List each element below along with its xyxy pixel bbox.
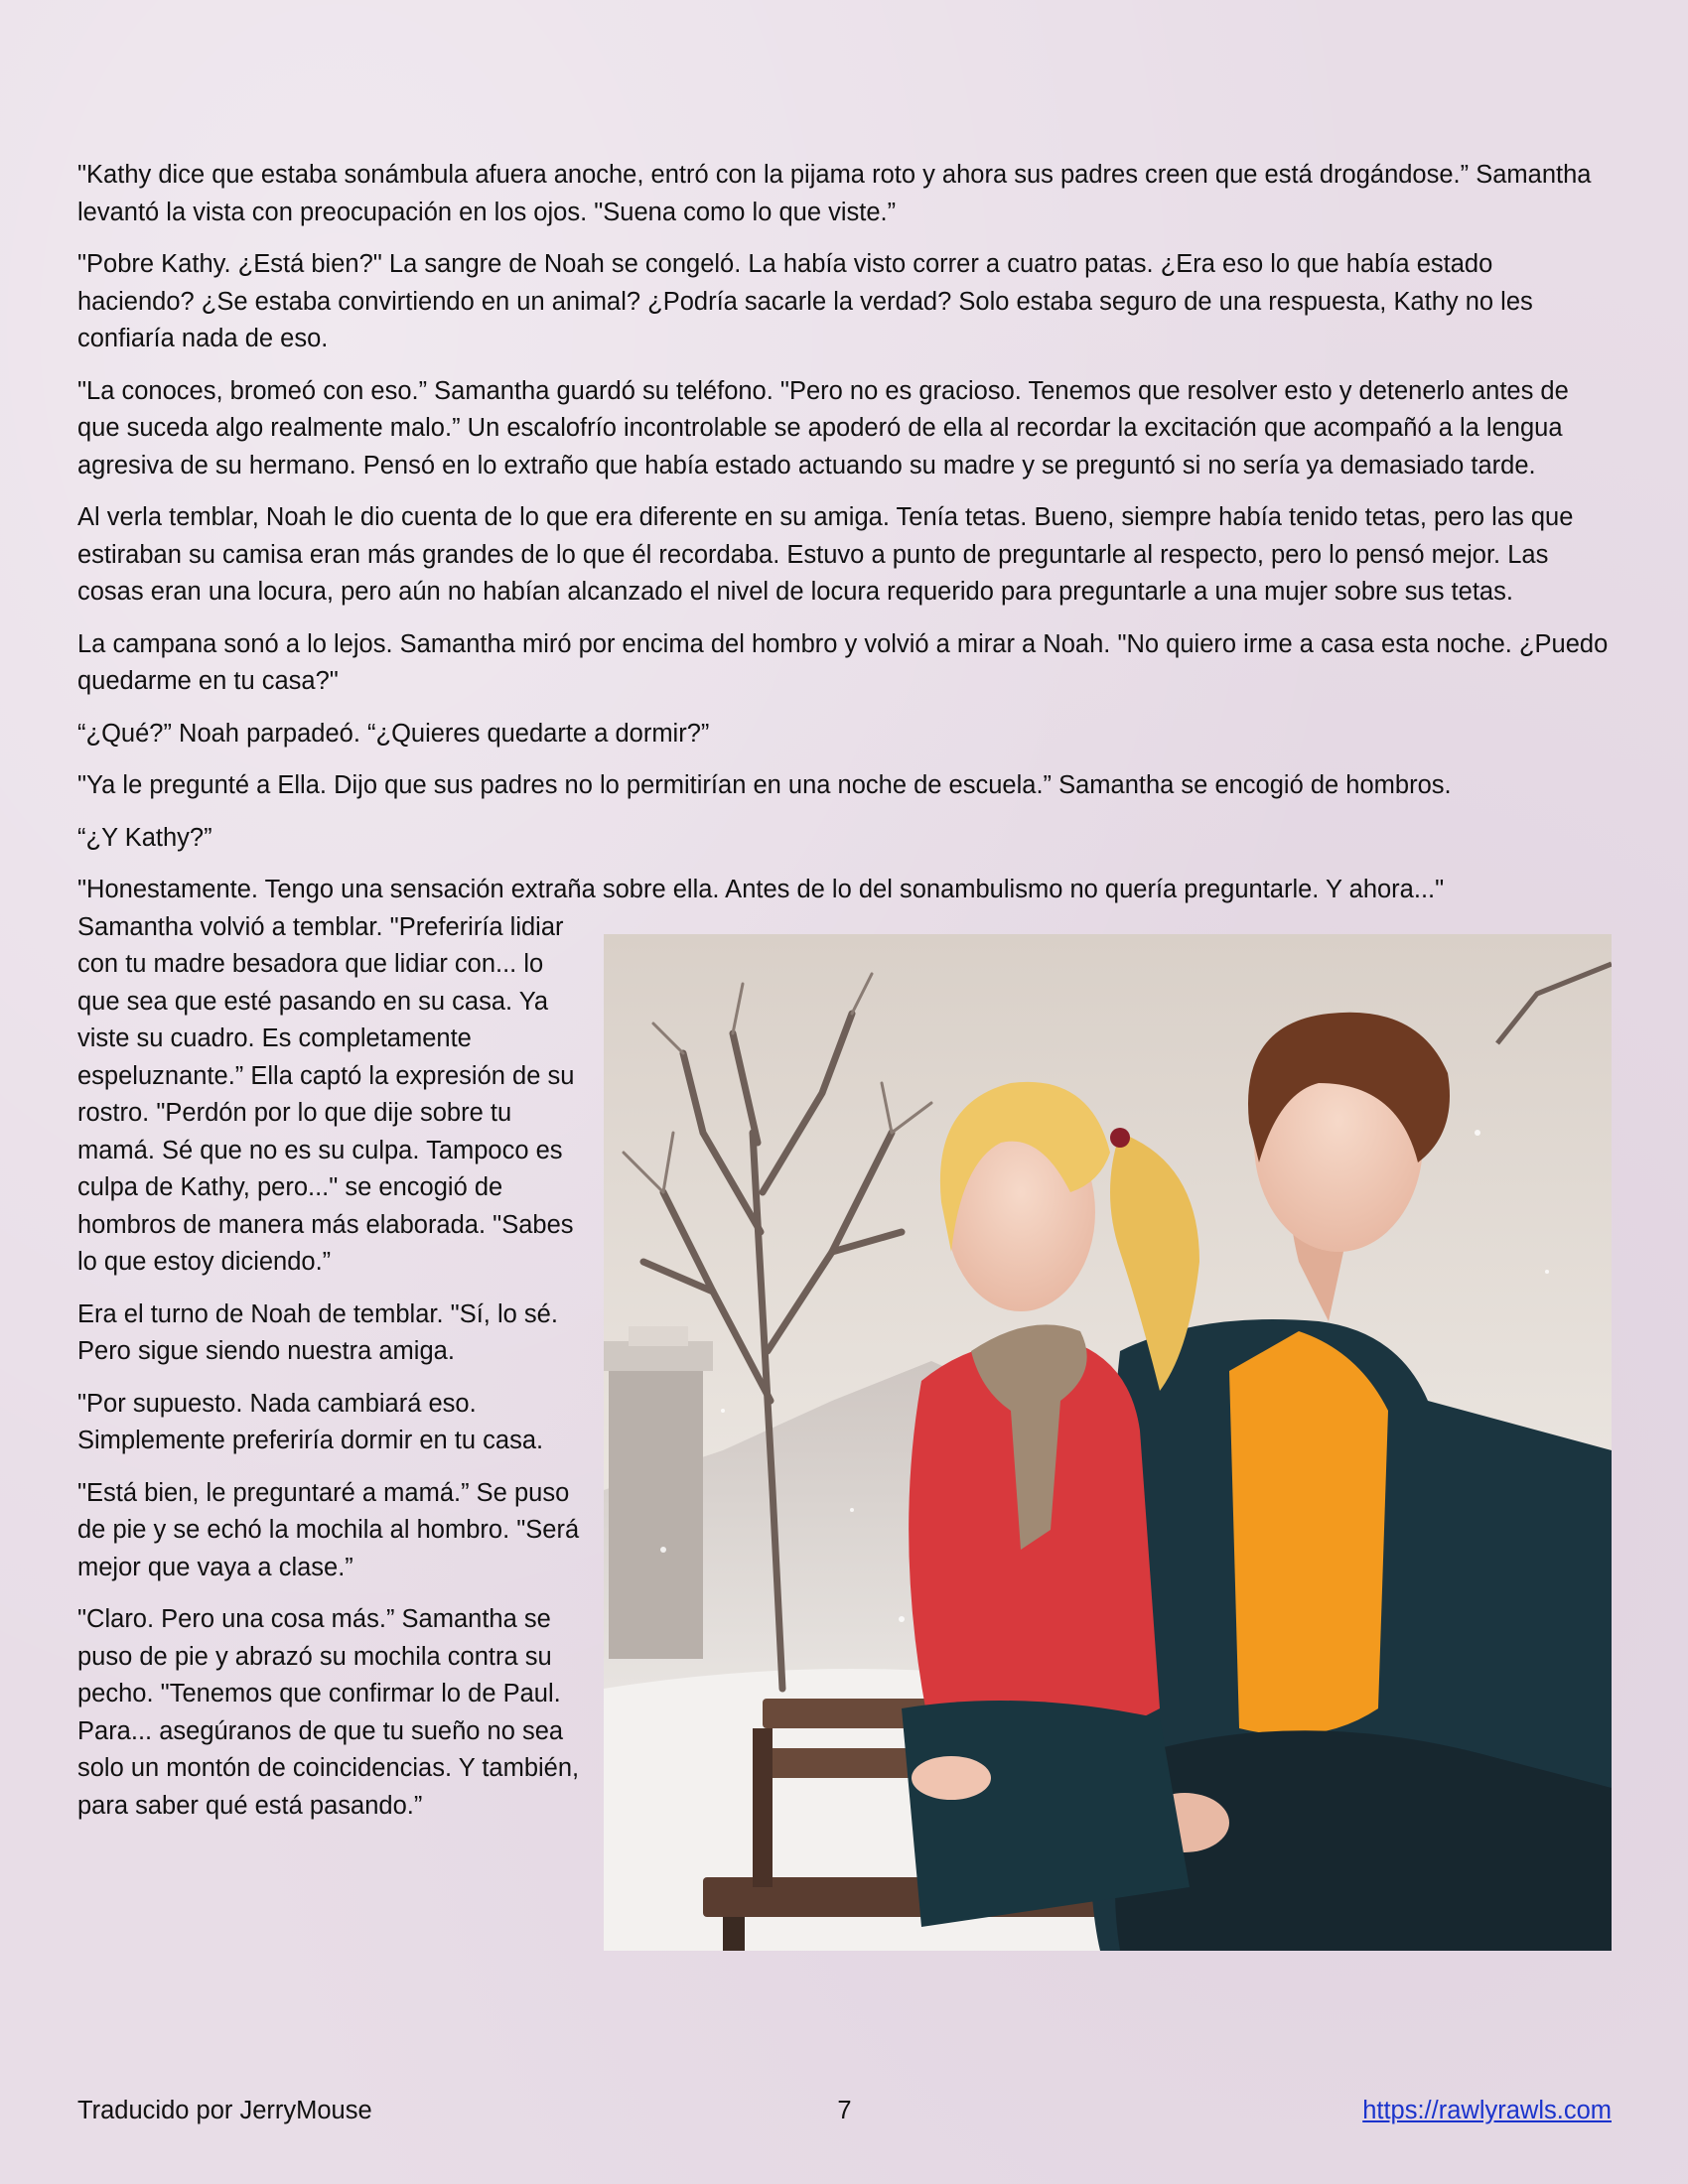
- illustration-couple-on-bench: [604, 934, 1612, 1951]
- paragraph: "Está bien, le preguntaré a mamá.” Se puso de pie y se echó la mochila al hombro. "Será mejor que vaya a clase.”: [77, 1478, 580, 1581]
- man-sweater: [1229, 1331, 1388, 1735]
- paragraph: "Pobre Kathy. ¿Está bien?" La sangre de Noah se congeló. La había visto correr a cuatro patas. ¿Era eso lo que había estado haciendo? ¿Se estaba convirtiendo en un animal? ¿Podría sacarle la verdad? Solo estaba seguro de una respuesta, Kathy no les confiaría nada de eso.: [77, 250, 1533, 352]
- document-body: [77, 157, 1612, 1840]
- full-width-text: [77, 157, 1612, 909]
- woman-hand: [912, 1756, 991, 1800]
- paragraph: Samantha volvió a temblar. "Preferiría lidiar con tu madre besadora que lidiar con... lo que sea que esté pasando en su casa. Ya viste su cuadro. Es completamente espeluznante.” Ella captó la expresión de su rostro. "Perdón por lo que dije sobre tu mamá. Sé que no es su culpa. Tampoco es culpa de Kathy, pero..." se encogió de hombros de manera más elaborada. "Sabes lo que estoy diciendo.”: [77, 912, 575, 1276]
- stone-pillar: [609, 1361, 703, 1659]
- paragraph: "Ya le pregunté a Ella. Dijo que sus padres no lo permitirían en una noche de escuela.” Samantha se encogió de hombros.: [77, 771, 1452, 799]
- paragraph: Era el turno de Noah de temblar. "Sí, lo sé. Pero sigue siendo nuestra amiga.: [77, 1299, 558, 1365]
- paragraph: Al verla temblar, Noah le dio cuenta de lo que era diferente en su amiga. Tenía tetas. Bueno, siempre había tenido tetas, pero las que estiraban su camisa eran más grandes de lo que él recordaba. Estuvo a punto de preguntarle al respecto, pero lo pensó mejor. Las cosas eran una locura, pero aún no habían alcanzado el nivel de locura requerido para preguntarle a una mujer sobre sus tetas.: [77, 503, 1574, 606]
- paragraph: "La conoces, bromeó con eso.” Samantha guardó su teléfono. "Pero no es gracioso. Tenemos que resolver esto y detenerlo antes de que suceda algo realmente malo.” Un escalofrío incontrolable se apoderó de ella al recordar la excitación que acompañó a la lengua agresiva de su hermano. Pensó en lo extraño que había estado actuando su madre y se preguntó si no sería ya demasiado tarde.: [77, 376, 1569, 479]
- paragraph: “¿Qué?” Noah parpadeó. “¿Quieres quedarte a dormir?”: [77, 719, 710, 748]
- woman-pants: [902, 1701, 1190, 1927]
- paragraph: "Honestamente. Tengo una sensación extraña sobre ella. Antes de lo del sonambulismo no quería preguntarle. Y ahora...": [77, 876, 1445, 903]
- text-with-illustration: [77, 909, 1612, 1826]
- page-footer: [77, 2093, 1612, 2132]
- translator-credit: Traducido por JerryMouse: [77, 2097, 372, 2124]
- pillar-top: [629, 1326, 688, 1346]
- website-link[interactable]: https://rawlyrawls.com: [1362, 2097, 1612, 2124]
- illustration-svg: [604, 934, 1612, 1951]
- paragraph: La campana sonó a lo lejos. Samantha miró por encima del hombro y volvió a mirar a Noah. "No quiero irme a casa esta noche. ¿Puedo quedarme en tu casa?": [77, 629, 1609, 695]
- paragraph: “¿Y Kathy?”: [77, 823, 212, 852]
- paragraph: "Claro. Pero una cosa más.” Samantha se puso de pie y abrazó su mochila contra su pecho. "Tenemos que confirmar lo de Paul. Para... asegúranos de que tu sueño no sea solo un montón de coincidencias. Y también, para saber qué está pasando.”: [77, 1605, 580, 1820]
- page-number: 7: [837, 2097, 852, 2124]
- wrapped-text-column: [77, 909, 584, 1826]
- paragraph: "Kathy dice que estaba sonámbula afuera anoche, entró con la pijama roto y ahora sus padres creen que está drogándose.” Samantha levantó la vista con preocupación en los ojos. "Suena como lo que viste.”: [77, 161, 1592, 226]
- paragraph: "Por supuesto. Nada cambiará eso. Simplemente preferiría dormir en tu casa.: [77, 1389, 544, 1454]
- hair-tie: [1110, 1128, 1130, 1148]
